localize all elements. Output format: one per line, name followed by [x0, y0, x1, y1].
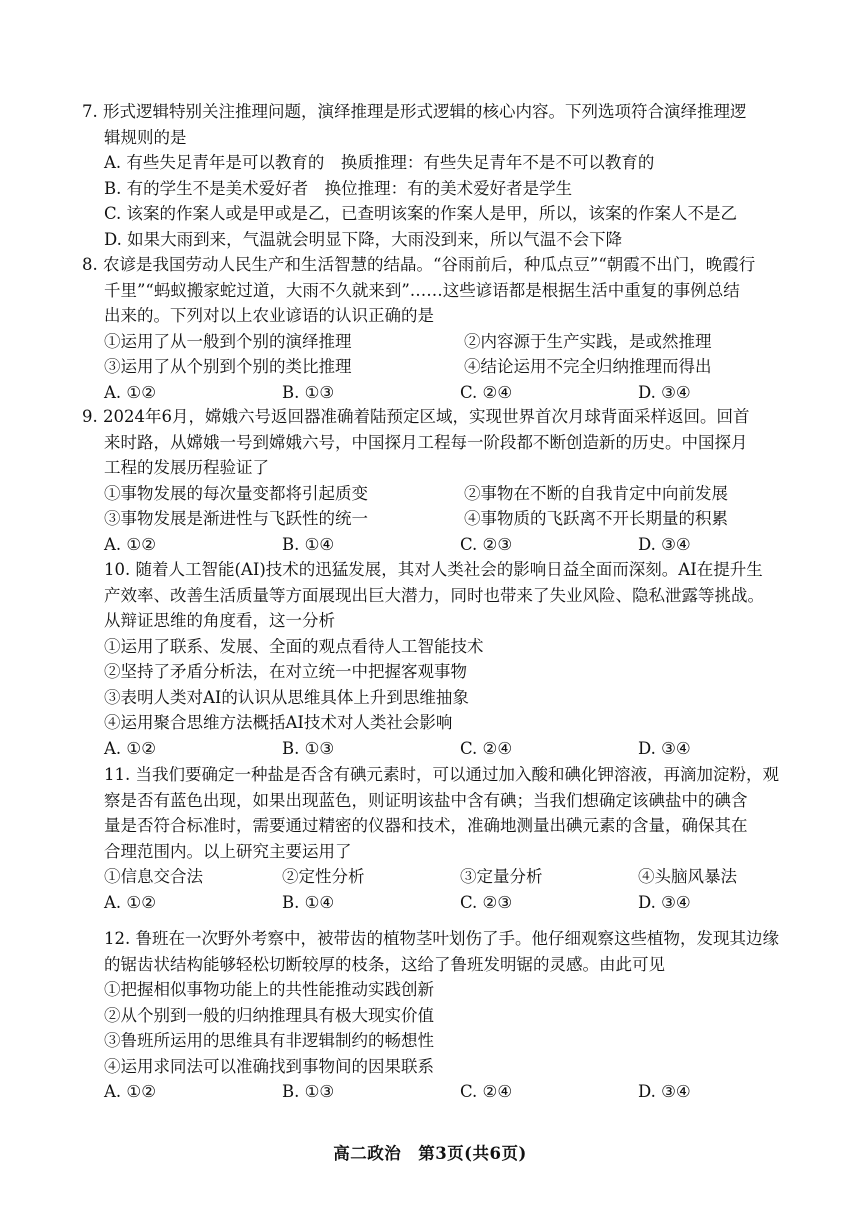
question-9: [82, 404, 794, 557]
option-c: C. ②③: [460, 534, 513, 554]
question-11: [104, 762, 794, 915]
option-b: B. ①④: [282, 892, 335, 912]
question-stem-line: 11. 当我们要确定一种盐是否含有碘元素时，可以通过加入酸和碘化钾溶液，再滴加淀粉，观: [104, 765, 779, 784]
question-10: [104, 557, 794, 761]
question-stem-line: 察是否有蓝色出现，如果出现蓝色，则证明该盐中含有碘；当我们想确定该碘盐中的碘含: [104, 790, 748, 810]
option-c: C. ②④: [460, 382, 513, 402]
question-stem-line: 千里”“蚂蚁搬家蛇过道，大雨不久就来到”……这些谚语都是根据生活中重复的事例总结: [104, 280, 740, 300]
option-b: B. ①③: [282, 382, 335, 402]
question-stem-line: 工程的发展历程验证了: [104, 458, 269, 477]
statement-4: ④结论运用不完全归纳推理而得出: [464, 357, 712, 376]
question-stem-line: 12. 鲁班在一次野外考察中，被带齿的植物茎叶划伤了手。他仔细观察这些植物，发现其边缘: [104, 929, 779, 948]
choice-a: A. 有些失足青年是可以教育的 换质推理：有些失足青年不是不可以教育的: [104, 153, 655, 172]
choice-c: C. 该案的作案人或是甲或是乙，已查明该案的作案人是甲，所以，该案的作案人不是乙: [104, 204, 738, 223]
question-stem-line: 10. 随着人工智能(AI)技术的迅猛发展，其对人类社会的影响日益全面而深刻。AI在提升生: [104, 560, 763, 579]
question-stem-line: 辑规则的是: [104, 127, 187, 147]
statement-2: ②定性分析: [282, 867, 365, 886]
statement-2: ②内容源于生产实践，是或然推理: [464, 331, 712, 351]
statement-1: ①事物发展的每次量变都将引起质变: [104, 483, 368, 503]
statement-3: ③运用了从个别到个别的类比推理: [104, 357, 352, 376]
option-a: A. ①②: [104, 892, 156, 912]
statement-1: ①把握相似事物功能上的共性能推动实践创新: [104, 980, 434, 999]
statement-1: ①运用了联系、发展、全面的观点看待人工智能技术: [104, 636, 484, 656]
choice-d: D. 如果大雨到来，气温就会明显下降，大雨没到来，所以气温不会下降: [104, 229, 623, 249]
question-stem-line: 8. 农谚是我国劳动人民生产和生活智慧的结晶。“谷雨前后，种瓜点豆”“朝霞不出门，晚霞行: [82, 255, 756, 274]
option-d: D. ③④: [638, 382, 691, 402]
statement-4: ④事物质的飞跃离不开长期量的积累: [464, 509, 728, 528]
statement-3: ③定量分析: [460, 867, 543, 886]
option-a: A. ①②: [104, 738, 156, 758]
statement-2: ②坚持了矛盾分析法，在对立统一中把握客观事物: [104, 662, 467, 681]
statement-1: ①信息交合法: [104, 867, 203, 886]
question-stem-line: 从辩证思维的角度看，这一分析: [104, 611, 335, 630]
question-7: [82, 99, 794, 252]
option-c: C. ②④: [460, 738, 513, 758]
page-footer: 高二政治 第3页(共6页): [333, 1144, 527, 1163]
option-a: A. ①②: [104, 382, 156, 402]
statement-4: ④运用聚合思维方法概括AI技术对人类社会影响: [104, 713, 453, 732]
question-stem-line: 来时路，从嫦娥一号到嫦娥六号，中国探月工程每一阶段都不断创造新的历史。中国探月: [104, 432, 748, 452]
question-8: [82, 252, 794, 405]
statement-4: ④头脑风暴法: [638, 867, 737, 886]
option-b: B. ①③: [282, 738, 335, 758]
question-stem-line: 出来的。下列对以上农业谚语的认识正确的是: [104, 306, 434, 325]
question-stem-line: 合理范围内。以上研究主要运用了: [104, 841, 352, 861]
option-d: D. ③④: [638, 738, 691, 758]
statement-3: ③鲁班所运用的思维具有非逻辑制约的畅想性: [104, 1031, 434, 1050]
question-stem-line: 产效率、改善生活质量等方面展现出巨大潜力，同时也带来了失业风险、隐私泄露等挑战。: [104, 585, 764, 605]
statement-1: ①运用了从一般到个别的演绎推理: [104, 331, 352, 351]
statement-3: ③事物发展是渐进性与飞跃性的统一: [104, 509, 368, 528]
choice-b: B. 有的学生不是美术爱好者 换位推理：有的美术爱好者是学生: [104, 178, 573, 198]
option-c: C. ②③: [460, 892, 513, 912]
option-b: B. ①③: [282, 1082, 335, 1101]
question-stem-line: 的锯齿状结构能够轻松切断较厚的枝条，这给了鲁班发明锯的灵感。由此可见: [104, 954, 665, 974]
option-d: D. ③④: [638, 1082, 691, 1101]
statement-2: ②事物在不断的自我肯定中向前发展: [464, 483, 728, 503]
option-a: A. ①②: [104, 1082, 156, 1101]
question-stem-line: 7. 形式逻辑特别关注推理问题，演绎推理是形式逻辑的核心内容。下列选项符合演绎推理逻: [82, 102, 747, 121]
statement-4: ④运用求同法可以准确找到事物间的因果联系: [104, 1056, 434, 1076]
statement-2: ②从个别到一般的归纳推理具有极大现实价值: [104, 1005, 434, 1025]
option-d: D. ③④: [638, 892, 691, 912]
option-d: D. ③④: [638, 534, 691, 554]
option-a: A. ①②: [104, 534, 156, 554]
statement-3: ③表明人类对AI的认识从思维具体上升到思维抽象: [104, 687, 469, 707]
option-b: B. ①④: [282, 534, 335, 554]
option-c: C. ②④: [460, 1082, 513, 1101]
question-stem-line: 9. 2024年6月，嫦娥六号返回器准确着陆预定区域，实现世界首次月球背面采样返回。回首: [82, 407, 750, 426]
question-12: [104, 926, 794, 1105]
question-stem-line: 量是否符合标准时，需要通过精密的仪器和技术，准确地测量出碘元素的含量，确保其在: [104, 816, 748, 835]
